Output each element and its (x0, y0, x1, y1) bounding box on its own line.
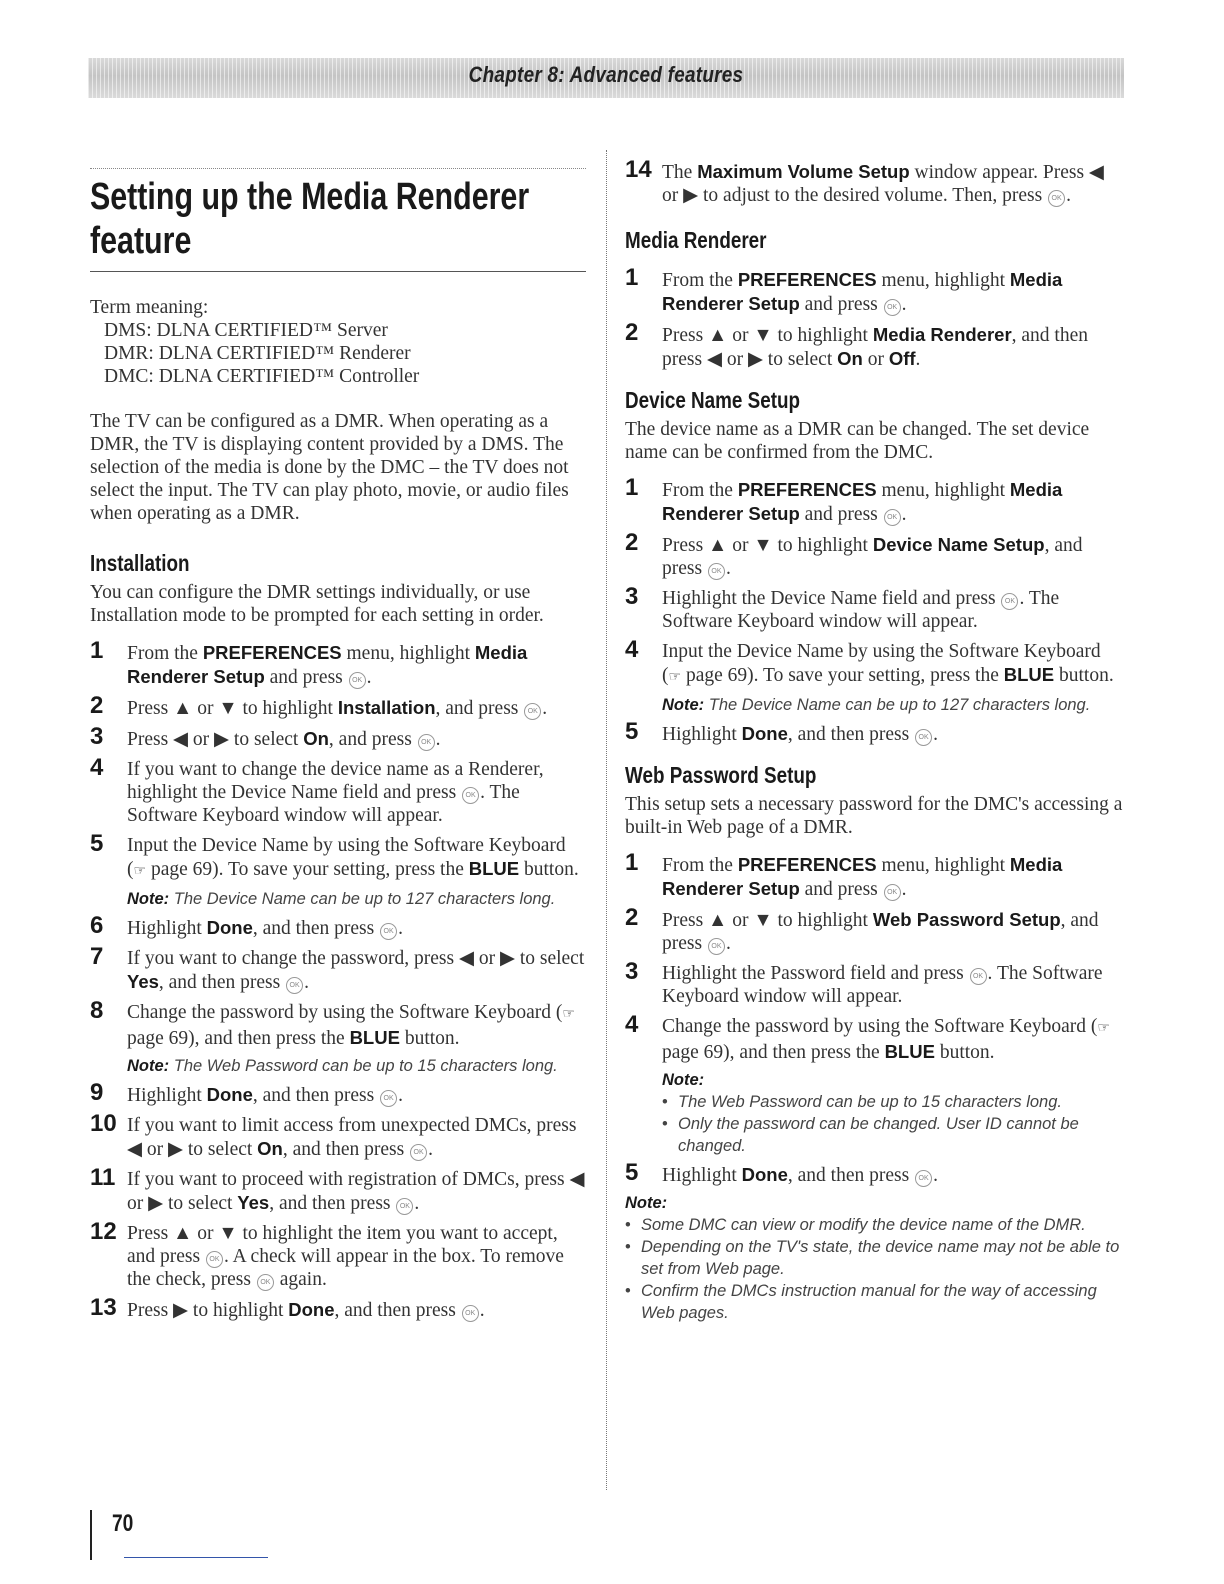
ok-button-icon: OK (524, 703, 541, 720)
reference-icon: ☞ (562, 1007, 575, 1022)
list-item: 5 Highlight Done, and then press OK . (625, 1159, 938, 1186)
list-item: 4 If you want to change the device name as a Renderer, highlight the Device Name field and press OK . The Software Keyboard window will appear. (90, 754, 544, 826)
intro-paragraph: The TV can be configured as a DMR. When operating as a DMR, the TV is displaying content provided by a DMS. The selection of the media is done by the DMC – the TV does not select the input. The TV can play photo, movie, or audio files when operating as a DMR. (90, 411, 569, 524)
term-dms: DMS: DLNA CERTIFIED™ Server (104, 320, 388, 341)
ok-button-icon: OK (884, 509, 901, 526)
list-item: 3 Highlight the Device Name field and press OK . The Software Keyboard window will appear. (625, 583, 1060, 632)
list-item: 2 Press ▲ or ▼ to highlight Installation, and press OK . (90, 692, 548, 719)
page-title: Setting up the Media Renderer feature (90, 176, 530, 262)
ok-button-icon: OK (462, 1305, 479, 1322)
list-item: 6 Highlight Done, and then press OK . (90, 912, 403, 939)
ok-button-icon: OK (1048, 190, 1065, 207)
note-bullet: • Some DMC can view or modify the device name of the DMR. (625, 1214, 1123, 1236)
term-dmc: DMC: DLNA CERTIFIED™ Controller (104, 366, 420, 387)
note-bullet: • Only the password can be changed. User ID cannot be changed. (662, 1113, 1123, 1157)
ok-button-icon: OK (884, 884, 901, 901)
web-password-setup-steps (625, 849, 1123, 1187)
list-item: 1 From the PREFERENCES menu, highlight Media Renderer Setup and press OK . (625, 474, 1063, 525)
installation-steps-continued (625, 156, 1123, 207)
web-password-setup-intro: This setup sets a necessary password for the DMC's accessing a built-in Web page of a DMR. (625, 794, 1123, 838)
right-column (625, 156, 1123, 1330)
list-item: 2 Press ▲ or ▼ to highlight Media Renderer, and then press ◀ or ▶ to select On or Off. (625, 319, 1089, 370)
list-item: 5 Input the Device Name by using the Software Keyboard (☞ page 69). To save your setting, press the BLUE button. (90, 830, 579, 880)
list-item: 14 The Maximum Volume Setup window appear. Press ◀ or ▶ to adjust to the desired volume. Then, press OK . (625, 156, 1104, 206)
list-item: 2 Press ▲ or ▼ to highlight Device Name Setup, and press OK . (625, 529, 1083, 579)
ok-button-icon: OK (380, 923, 397, 940)
note: Note: The Device Name can be up to 127 characters long. (127, 890, 556, 908)
list-item: 5 Highlight Done, and then press OK . (625, 718, 938, 745)
chapter-title: Chapter 8: Advanced features (468, 62, 744, 87)
note-bullet: • The Web Password can be up to 15 characters long. (662, 1091, 1123, 1113)
web-password-setup-heading: Web Password Setup (625, 762, 817, 788)
list-item: 11 If you want to proceed with registration of DMCs, press ◀ or ▶ to select Yes, and then press OK . (90, 1164, 585, 1214)
reference-icon: ☞ (133, 864, 147, 879)
media-renderer-steps (625, 264, 1123, 371)
ok-button-icon: OK (418, 734, 435, 751)
list-item: 3 Press ◀ or ▶ to select On, and press OK . (90, 723, 441, 750)
list-item: 9 Highlight Done, and then press OK . (90, 1079, 403, 1106)
note-bullet: • Depending on the TV's state, the device name may not be able to set from Web page. (625, 1236, 1123, 1280)
device-name-setup-heading: Device Name Setup (625, 387, 801, 413)
installation-steps (90, 637, 586, 1322)
ok-button-icon: OK (708, 938, 725, 955)
ok-button-icon: OK (462, 787, 479, 804)
list-item: 8 Change the password by using the Software Keyboard (☞ page 69), and then press the BLUE button. (90, 997, 575, 1049)
ok-button-icon: OK (206, 1251, 223, 1268)
note-bullet: • Confirm the DMCs instruction manual for the way of accessing Web pages. (625, 1280, 1123, 1324)
ok-button-icon: OK (257, 1274, 274, 1291)
list-item: 4 Change the password by using the Software Keyboard (☞ page 69), and then press the BLUE button. (625, 1011, 1110, 1063)
installation-heading: Installation (90, 550, 190, 576)
page-number-bar (90, 1510, 92, 1560)
ok-button-icon: OK (708, 563, 725, 580)
list-item: 3 Highlight the Password field and press OK . The Software Keyboard window will appear. (625, 958, 1103, 1007)
ok-button-icon: OK (410, 1144, 427, 1161)
list-item: 2 Press ▲ or ▼ to highlight Web Password Setup, and press OK . (625, 904, 1099, 954)
title-bottom-rule (90, 271, 586, 272)
ok-button-icon: OK (349, 672, 366, 689)
left-column (90, 168, 586, 1329)
reference-icon: ☞ (1097, 1021, 1110, 1036)
installation-intro: You can configure the DMR settings individually, or use Installation mode to be prompted for each setting in order. (90, 582, 544, 626)
ok-button-icon: OK (884, 299, 901, 316)
list-item: 4 Input the Device Name by using the Software Keyboard (☞ page 69). To save your setting, press the BLUE button. (625, 636, 1114, 686)
terms-intro: Term meaning: (90, 297, 209, 318)
note: Note: The Web Password can be up to 15 characters long. (127, 1057, 558, 1075)
ok-button-icon: OK (286, 977, 303, 994)
ok-button-icon: OK (970, 968, 987, 985)
ok-button-icon: OK (915, 1170, 932, 1187)
note: Note: • The Web Password can be up to 15 characters long. • Only the password can be changed. User ID cannot be changed. (625, 1069, 1123, 1157)
list-item: 1 From the PREFERENCES menu, highlight Media Renderer Setup and press OK . (90, 637, 528, 688)
final-note: Note: • Some DMC can view or modify the device name of the DMR. • Depending on the TV's state, the device name may not be able to set from Web page. • Confirm the DMCs instruction manual for the way of accessing Web pages. (625, 1192, 1123, 1324)
media-renderer-heading: Media Renderer (625, 227, 767, 253)
page-number: 70 (112, 1510, 134, 1537)
list-item: 12 Press ▲ or ▼ to highlight the item you want to accept, and press OK . A check will appear in the box. To remove the check, press OK again. (90, 1218, 564, 1290)
list-item: 1 From the PREFERENCES menu, highlight Media Renderer Setup and press OK . (625, 264, 1063, 315)
device-name-setup-steps (625, 474, 1123, 746)
term-dmr: DMR: DLNA CERTIFIED™ Renderer (104, 343, 411, 364)
reference-icon: ☞ (668, 670, 682, 685)
ok-button-icon: OK (1001, 593, 1018, 610)
list-item: 13 Press ▶ to highlight Done, and then press OK . (90, 1294, 485, 1321)
chapter-banner (88, 58, 1124, 98)
ok-button-icon: OK (915, 729, 932, 746)
list-item: 1 From the PREFERENCES menu, highlight Media Renderer Setup and press OK . (625, 849, 1063, 900)
footer-line (124, 1557, 268, 1558)
list-item: 7 If you want to change the password, press ◀ or ▶ to select Yes, and then press OK . (90, 943, 585, 993)
ok-button-icon: OK (396, 1198, 413, 1215)
ok-button-icon: OK (380, 1090, 397, 1107)
title-top-rule (90, 168, 586, 169)
column-divider (606, 150, 607, 1490)
device-name-setup-intro: The device name as a DMR can be changed. The set device name can be confirmed from the DMC. (625, 419, 1090, 463)
list-item: 10 If you want to limit access from unexpected DMCs, press ◀ or ▶ to select On, and then press OK . (90, 1110, 577, 1160)
note: Note: The Device Name can be up to 127 characters long. (662, 696, 1091, 714)
